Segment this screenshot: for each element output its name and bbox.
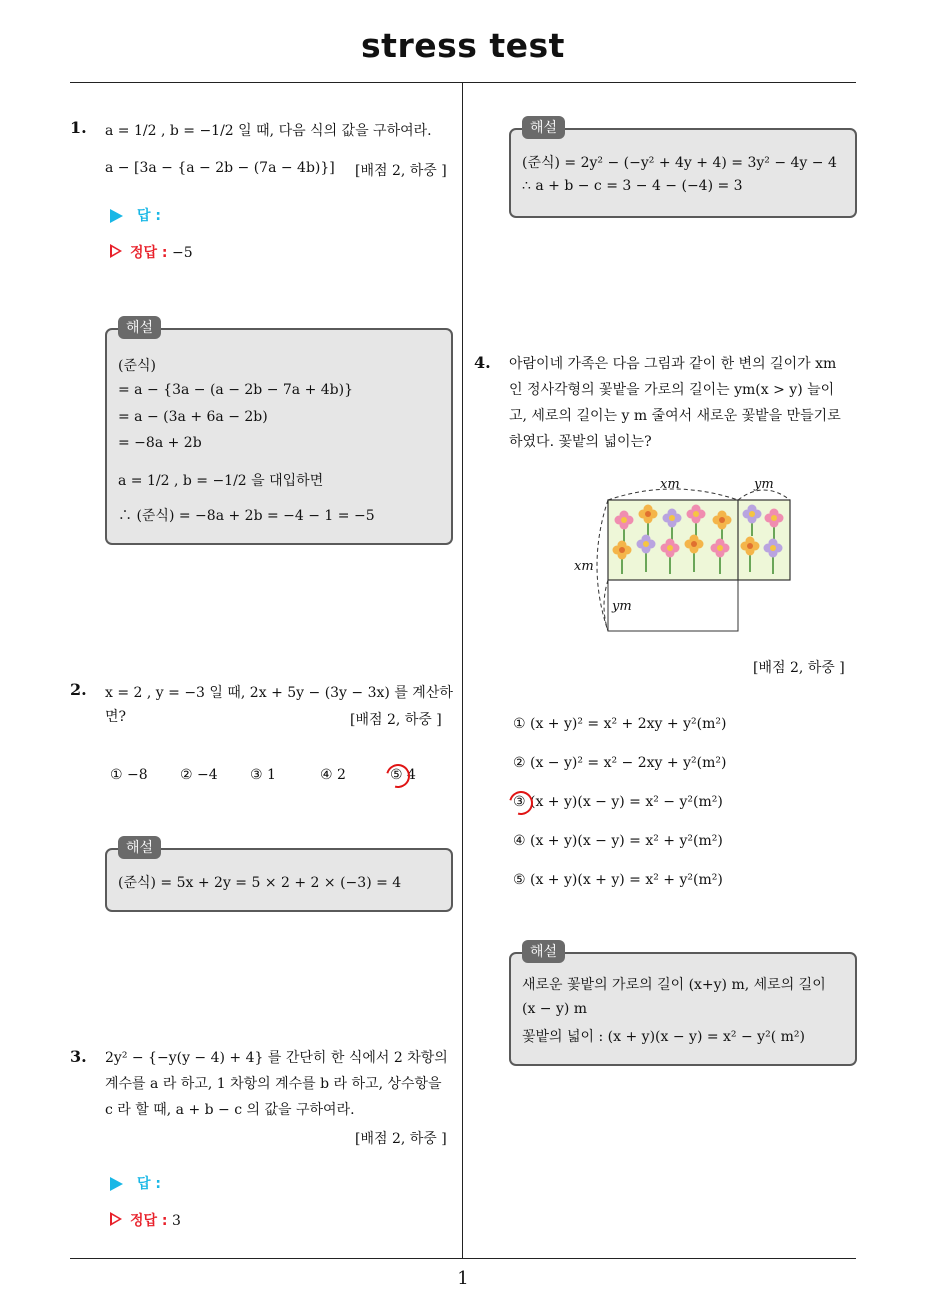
question-2-text-line2: 면? bbox=[105, 709, 127, 725]
question-1-answer-label: 답 : bbox=[110, 205, 161, 225]
question-2-choice-1[interactable]: ① −8 bbox=[110, 767, 148, 783]
question-4-choice-4[interactable]: ④ (x + y)(x − y) = x² + y²(m²) bbox=[513, 833, 723, 849]
question-3-correct-answer: 정답 : 3 bbox=[110, 1210, 181, 1230]
question-1-explanation-line: = a − {3a − (a − 2b − 7a + 4b)} bbox=[118, 382, 354, 398]
question-3-text-line1: 2y² − {−y(y − 4) + 4} 를 간단히 한 식에서 2 차항의 bbox=[105, 1050, 448, 1066]
question-2-choice-5[interactable]: ⑤ 4 bbox=[390, 767, 416, 783]
play-icon bbox=[110, 209, 123, 223]
question-3-number: 3. bbox=[70, 1047, 87, 1066]
question-4-explanation-tag: 해설 bbox=[522, 940, 565, 963]
question-3-text-line2: 계수를 a 라 하고, 1 차항의 계수를 b 라 하고, 상수항을 bbox=[105, 1076, 442, 1092]
question-4-number: 4. bbox=[474, 353, 491, 372]
left-x-arc bbox=[597, 500, 608, 631]
question-4-choice-1[interactable]: ① (x + y)² = x² + 2xy + y²(m²) bbox=[513, 716, 727, 732]
left-y-arc bbox=[604, 580, 608, 631]
question-3-answer-label: 답 : bbox=[110, 1173, 161, 1193]
question-1-explanation-line: a = 1/2 , b = −1/2 을 대입하면 bbox=[118, 473, 324, 489]
question-3-explanation-tag: 해설 bbox=[522, 116, 565, 139]
page-number: 1 bbox=[457, 1268, 469, 1289]
question-4-explanation-line: (x − y) m bbox=[522, 1001, 588, 1017]
play-icon bbox=[110, 1177, 123, 1191]
question-1-explanation-tag: 해설 bbox=[118, 316, 161, 339]
selected-answer-mark bbox=[382, 760, 415, 793]
question-3-text-line3: c 라 할 때, a + b − c 의 값을 구하여라. bbox=[105, 1102, 355, 1118]
figure-label-top-x: xm bbox=[660, 477, 680, 492]
header-rule bbox=[70, 82, 856, 83]
figure-label-left-x: xm bbox=[574, 559, 594, 574]
question-4-text-line2: 인 정사각형의 꽃밭을 가로의 길이는 ym(x > y) 늘이 bbox=[509, 382, 835, 398]
question-2-explanation-line: (준식) = 5x + 2y = 5 × 2 + 2 × (−3) = 4 bbox=[118, 875, 402, 891]
question-2-explanation-tag: 해설 bbox=[118, 836, 161, 859]
outline-triangle-icon bbox=[110, 1212, 122, 1226]
question-4-points: [배점 2, 하중 ] bbox=[753, 660, 845, 676]
question-1-number: 1. bbox=[70, 118, 87, 137]
question-2-choice-2[interactable]: ② −4 bbox=[180, 767, 218, 783]
question-2-choice-4[interactable]: ④ 2 bbox=[320, 767, 346, 783]
question-1-explanation-line: ∴ (준식) = −8a + 2b = −4 − 1 = −5 bbox=[118, 508, 375, 524]
flower-garden-figure bbox=[568, 474, 800, 636]
question-4-explanation-line: 새로운 꽃밭의 가로의 길이 (x+y) m, 세로의 길이 bbox=[522, 977, 826, 993]
figure-label-left-y: ym bbox=[612, 599, 632, 614]
question-1-text-line2: a − [3a − {a − 2b − (7a − 4b)}] bbox=[105, 160, 335, 176]
question-1-correct-answer: 정답 : −5 bbox=[110, 242, 193, 262]
question-1-explanation-line: = −8a + 2b bbox=[118, 435, 202, 451]
figure-label-top-y: ym bbox=[754, 477, 774, 492]
page-title: stress test bbox=[361, 26, 565, 65]
question-3-explanation-line: ∴ a + b − c = 3 − 4 − (−4) = 3 bbox=[522, 178, 743, 194]
question-1-explanation-line: (준식) bbox=[118, 358, 156, 374]
question-1-points: [배점 2, 하중 ] bbox=[355, 163, 447, 179]
question-3-explanation-line: (준식) = 2y² − (−y² + 4y + 4) = 3y² − 4y − 4 bbox=[522, 155, 837, 171]
question-4-choice-3[interactable]: ③ (x + y)(x − y) = x² − y²(m²) bbox=[513, 794, 723, 810]
outline-triangle-icon bbox=[110, 244, 122, 258]
question-4-choice-5[interactable]: ⑤ (x + y)(x + y) = x² + y²(m²) bbox=[513, 872, 723, 888]
question-3-points: [배점 2, 하중 ] bbox=[355, 1131, 447, 1147]
question-2-points: [배점 2, 하중 ] bbox=[350, 712, 442, 728]
footer-rule bbox=[70, 1258, 856, 1259]
question-2-text-line1: x = 2 , y = −3 일 때, 2x + 5y − (3y − 3x) 를 계산하 bbox=[105, 685, 453, 701]
question-2-choice-3[interactable]: ③ 1 bbox=[250, 767, 276, 783]
question-1-explanation-line: = a − (3a + 6a − 2b) bbox=[118, 409, 268, 425]
question-1-text-line1: a = 1/2 , b = −1/2 일 때, 다음 식의 값을 구하여라. bbox=[105, 123, 432, 139]
question-4-explanation-line: 꽃밭의 넓이 : (x + y)(x − y) = x² − y²( m²) bbox=[522, 1029, 805, 1045]
question-4-text-line3: 고, 세로의 길이는 y m 줄여서 새로운 꽃밭을 만들기로 bbox=[509, 408, 841, 424]
question-4-text-line4: 하였다. 꽃밭의 넓이는? bbox=[509, 434, 652, 450]
question-4-text-line1: 아람이네 가족은 다음 그림과 같이 한 변의 길이가 xm bbox=[509, 356, 837, 372]
question-3-explanation-box bbox=[509, 128, 857, 218]
selected-answer-mark bbox=[505, 787, 538, 820]
column-divider bbox=[462, 83, 463, 1259]
question-4-choice-2[interactable]: ② (x − y)² = x² − 2xy + y²(m²) bbox=[513, 755, 727, 771]
question-2-number: 2. bbox=[70, 680, 87, 699]
